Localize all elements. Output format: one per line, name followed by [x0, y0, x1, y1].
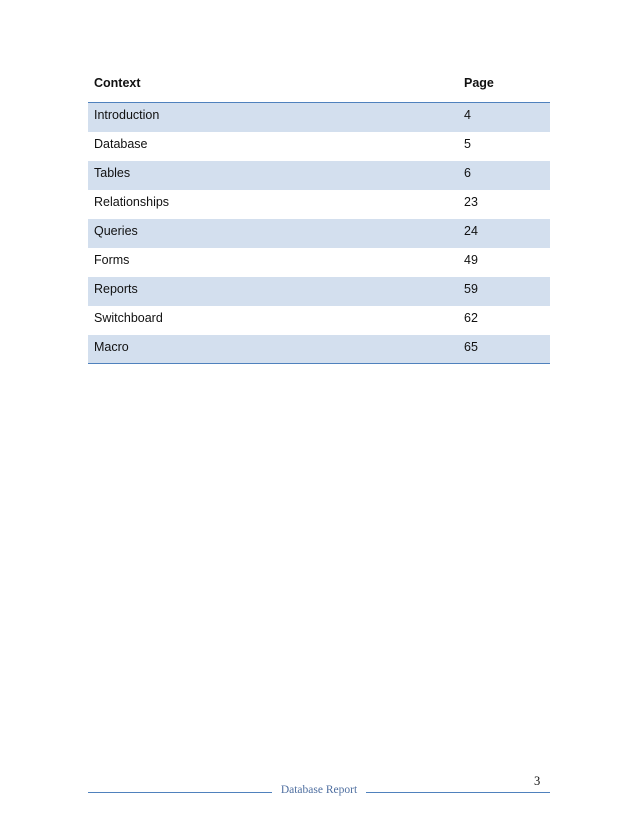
toc-row-title: Database: [94, 137, 148, 151]
toc-row-page: 24: [464, 224, 478, 238]
toc-row-title: Macro: [94, 340, 129, 354]
toc-row: [88, 190, 550, 219]
toc-row-title: Reports: [94, 282, 138, 296]
toc-header-context: Context: [94, 76, 141, 90]
toc-row-page: 59: [464, 282, 478, 296]
toc-row-title: Queries: [94, 224, 138, 238]
toc-row: [88, 161, 550, 190]
toc-row-title: Relationships: [94, 195, 170, 209]
toc-row: [88, 219, 550, 248]
toc-header-page: Page: [464, 76, 494, 90]
toc-row-page: 49: [464, 253, 478, 267]
footer-divider-right: [366, 792, 550, 793]
toc-row: [88, 132, 550, 161]
toc-row-page: 23: [464, 195, 478, 209]
toc-row-page: 4: [464, 108, 471, 122]
toc-row-page: 5: [464, 137, 471, 151]
page-number: 3: [534, 774, 541, 788]
toc-row-title: Introduction: [94, 108, 160, 122]
footer-document-title: Database Report: [280, 784, 358, 796]
toc-row: [88, 335, 550, 364]
toc-header-row: [88, 68, 550, 103]
table-of-contents: [88, 68, 550, 364]
toc-row-title: Tables: [94, 166, 131, 180]
toc-row-page: 62: [464, 311, 478, 325]
footer-divider-left: [88, 792, 272, 793]
toc-row: [88, 277, 550, 306]
toc-row: [88, 306, 550, 335]
toc-row-title: Switchboard: [94, 311, 163, 325]
toc-row-page: 65: [464, 340, 478, 354]
toc-row-title: Forms: [94, 253, 130, 267]
toc-row: [88, 248, 550, 277]
toc-row: [88, 103, 550, 132]
toc-row-page: 6: [464, 166, 471, 180]
